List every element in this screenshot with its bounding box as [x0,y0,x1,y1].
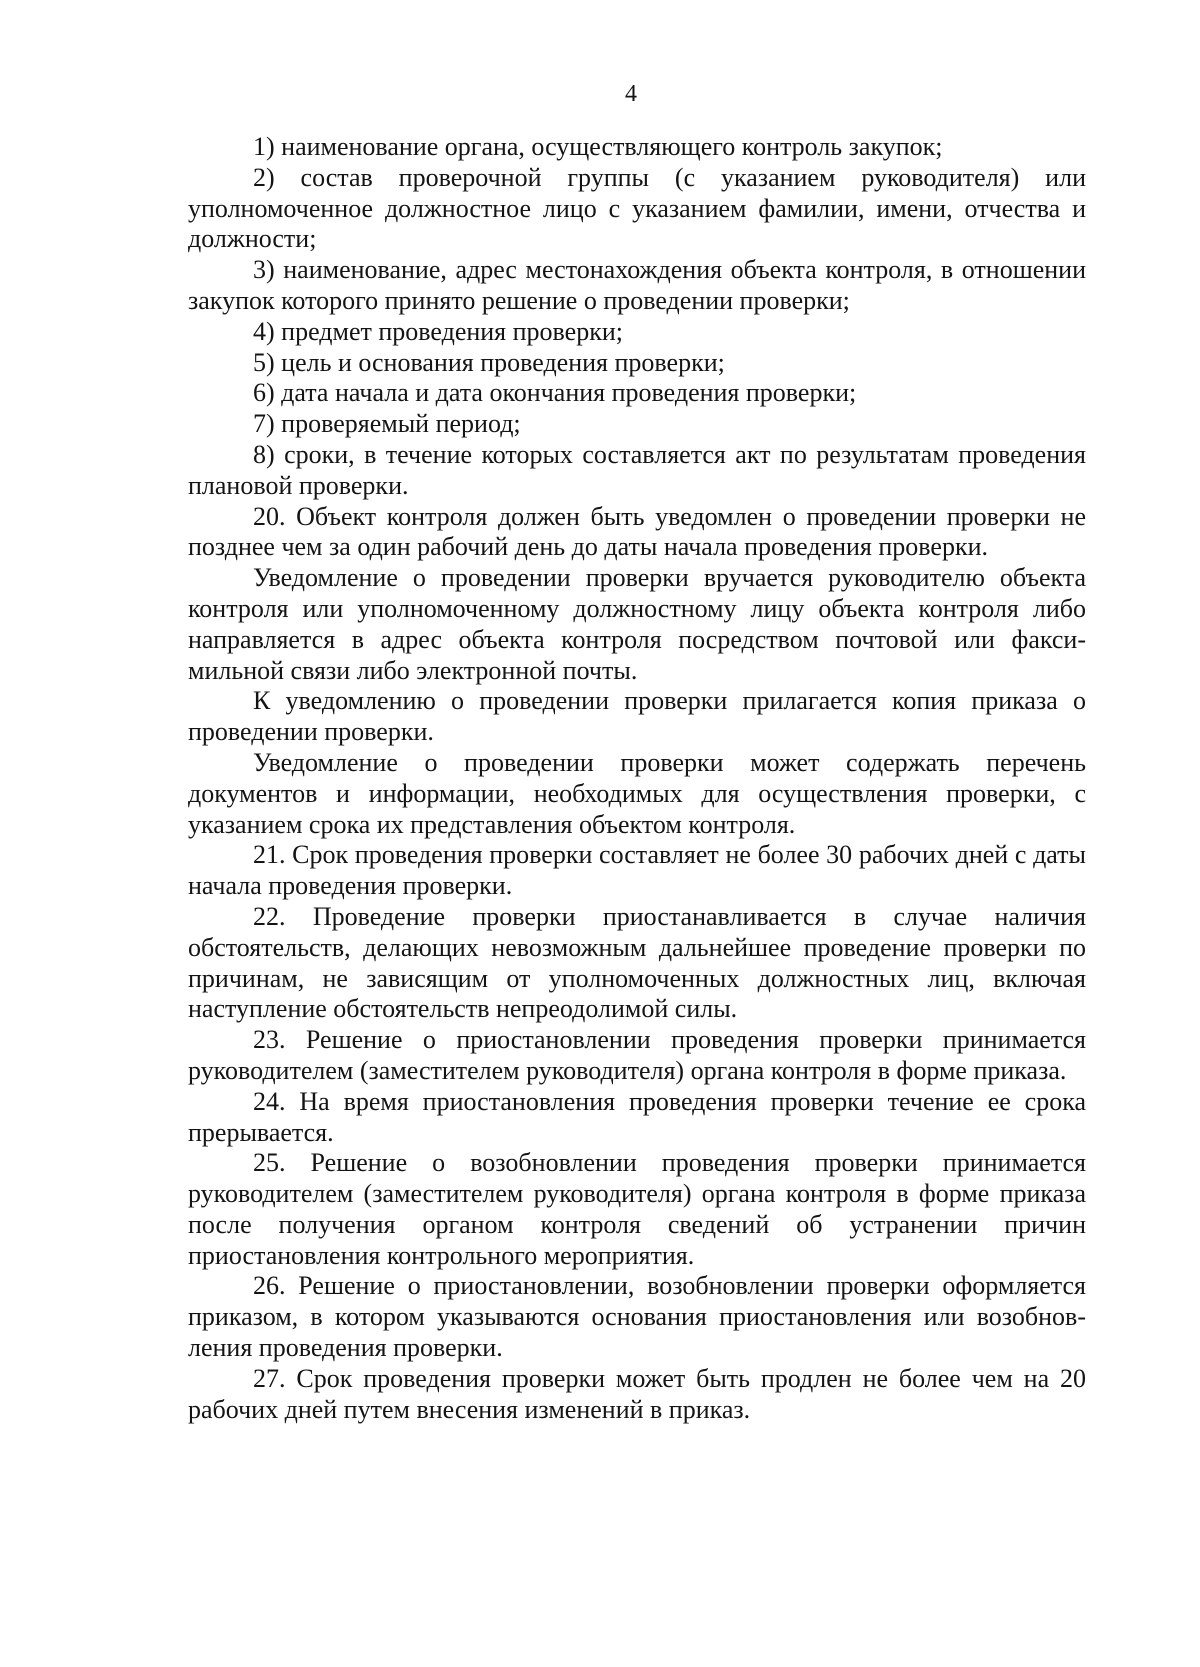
list-item-1: 1) наименование органа, осуществляющего контроль закупок; [253,132,943,161]
list-item-6: 6) дата начала и дата окончания проведения проверки; [253,378,857,408]
list-item-2: 2) состав проверочной группы (с указанием руководителя) или уполномоченное должностное лицо с указанием фамилии, имени, отчества и должности; [188,162,1086,254]
clause-20-document-list: Уведомление о проведении проверки может содержать перечень документов и информации, необходимых для осуществления проверки, с указанием срока их представления объектом контроля. [188,747,1086,839]
clause-20-notice-delivery: Уведомление о проведении проверки вручается руководителю объекта контроля или уполномоченному должностному лицу объекта контроля либо направляется в адрес объекта контроля посредством почтовой или факсимильной связи либо электронной почты. [188,563,1086,685]
list-item-4: 4) предмет проведения проверки; [253,316,623,346]
clause-24: 24. На время приостановления проведения проверки течение ее срока прерывается. [188,1086,1086,1147]
clause-20: 20. Объект контроля должен быть уведомлен о проведении проверки не позднее чем за один рабочий день до даты начала проведения проверки. [188,501,1086,562]
clause-22: 22. Проведение проверки приостанавливается в случае наличия обстоятельств, делающих невозможным дальнейшее проведение проверки по причинам, не зависящим от уполномоченных должностных лиц, включая наступление обстоятельств непреодолимой силы. [188,901,1086,1024]
list-item-7: 7) проверяемый период; [253,409,521,439]
document-body [188,132,1086,1425]
list-item-8: 8) сроки, в течение которых составляется акт по результатам проведения плановой проверки. [188,439,1086,500]
clause-27: 27. Срок проведения проверки может быть продлен не более чем на 20 рабочих дней путем внесения изменений в приказ. [188,1363,1086,1424]
clause-26: 26. Решение о приостановлении, возобновлении проверки оформляется приказом, в котором указываются основания приостановления или возобновления проведения проверки. [188,1271,1086,1363]
page-number: 4 [625,81,637,107]
clause-20-attachment: К уведомлению о проведении проверки прилагается копия приказа о проведении проверки. [188,686,1086,747]
clause-21: 21. Срок проведения проверки составляет не более 30 рабочих дней с даты начала проведения проверки. [188,840,1086,901]
list-item-3: 3) наименование, адрес местонахождения объекта контроля, в отношении закупок которого принято решение о проведении проверки; [188,255,1086,315]
clause-23: 23. Решение о приостановлении проведения проверки принимается руководителем (заместителем руководителя) органа контроля в форме приказа. [188,1025,1086,1085]
list-item-5: 5) цель и основания проведения проверки; [253,347,725,377]
clause-25: 25. Решение о возобновлении проведения проверки принимается руководителем (заместителем руководителя) органа контроля в форме приказа после получения органом контроля сведений об устранении причин приостановления контрольного мероприятия. [188,1148,1086,1270]
